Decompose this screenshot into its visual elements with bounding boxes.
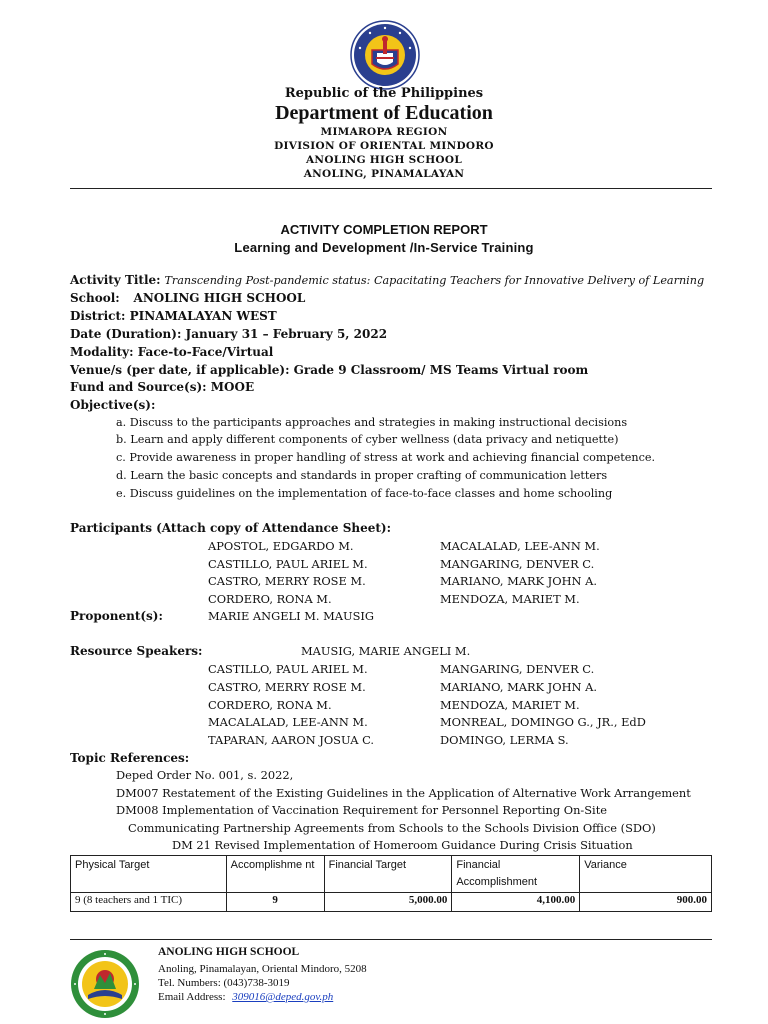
participant-name: MACALALAD, LEE-ANN M.	[440, 539, 600, 553]
speaker-name: CORDERO, RONA M.	[208, 698, 332, 712]
participant-name: MANGARING, DENVER C.	[440, 557, 595, 571]
reference-item: DM007 Restatement of the Existing Guidelines in the Application of Alternative Work Arrangement	[116, 786, 691, 800]
report-subtitle: Learning and Development /In-Service Training	[234, 240, 534, 255]
header-region: MIMAROPA REGION	[320, 126, 448, 138]
proponent-label: Proponent(s):	[70, 609, 163, 623]
table-header: Accomplishme nt	[226, 856, 324, 893]
table-header: Financial Accomplishment	[452, 856, 580, 893]
district-row: District: PINAMALAYAN WEST	[70, 309, 277, 323]
deped-seal-icon	[350, 20, 420, 90]
participant-name: APOSTOL, EDGARDO M.	[208, 539, 354, 553]
activity-title-row	[70, 273, 704, 287]
date-row: Date (Duration): January 31 – February 5, 2022	[70, 327, 388, 341]
speaker-name: TAPARAN, AARON JOSUA C.	[208, 733, 375, 747]
footer-school-name: ANOLING HIGH SCHOOL	[158, 946, 300, 958]
table-cell: 900.00	[580, 893, 712, 912]
footer-email-row	[158, 991, 333, 1003]
footer-address: Anoling, Pinamalayan, Oriental Mindoro, 5208	[158, 963, 367, 975]
objective-item: e. Discuss guidelines on the implementation of face-to-face classes and home schooling	[116, 487, 613, 500]
reference-item: DM 21 Revised Implementation of Homeroom Guidance During Crisis Situation	[172, 838, 633, 852]
table-cell: 9	[226, 893, 324, 912]
participant-name: MENDOZA, MARIET M.	[440, 592, 580, 606]
fund-row: Fund and Source(s): MOOE	[70, 380, 255, 394]
speakers-label: Resource Speakers:	[70, 644, 203, 658]
reference-item: Communicating Partnership Agreements from Schools to the Schools Division Office (SDO)	[128, 821, 656, 835]
speaker-name: MAUSIG, MARIE ANGELI M.	[301, 644, 471, 658]
objective-item: d. Learn the basic concepts and standards in proper crafting of communication letters	[116, 469, 608, 482]
table-row	[71, 893, 712, 912]
venue-row: Venue/s (per date, if applicable): Grade 9 Classroom/ MS Teams Virtual room	[70, 363, 589, 377]
table-header: Physical Target	[71, 856, 227, 893]
table-header-row	[71, 856, 712, 893]
objective-item: a. Discuss to the participants approaches and strategies in making instructional decisions	[116, 416, 628, 429]
school-label: School:	[70, 291, 120, 305]
activity-title-label: Activity Title:	[70, 273, 161, 287]
footer-email-link[interactable]: 309016@deped.gov.ph	[232, 991, 334, 1003]
modality-row: Modality: Face-to-Face/Virtual	[70, 345, 274, 359]
report-title: ACTIVITY COMPLETION REPORT	[280, 222, 488, 237]
footer-email-label: Email Address:	[158, 991, 226, 1003]
footer-divider	[70, 939, 712, 940]
reference-item: Deped Order No. 001, s. 2022,	[116, 768, 294, 782]
school-value: ANOLING HIGH SCHOOL	[133, 291, 306, 305]
participant-name: CORDERO, RONA M.	[208, 592, 332, 606]
header-school: ANOLING HIGH SCHOOL	[305, 154, 463, 166]
participant-name: CASTRO, MERRY ROSE M.	[208, 574, 366, 588]
speaker-name: DOMINGO, LERMA S.	[440, 733, 569, 747]
header-address: ANOLING, PINAMALAYAN	[303, 168, 465, 180]
proponent-name: MARIE ANGELI M. MAUSIG	[208, 609, 374, 623]
header-divider	[70, 188, 712, 189]
speaker-name: MANGARING, DENVER C.	[440, 662, 595, 676]
participant-name: MARIANO, MARK JOHN A.	[440, 574, 597, 588]
table-header: Variance	[580, 856, 712, 893]
speaker-name: CASTILLO, PAUL ARIEL M.	[208, 662, 368, 676]
speaker-name: MONREAL, DOMINGO G., JR., EdD	[440, 715, 646, 729]
objectives-label: Objective(s):	[70, 398, 156, 412]
table-cell: 5,000.00	[324, 893, 452, 912]
objective-item: c. Provide awareness in proper handling of stress at work and achieving financial competence.	[116, 451, 656, 464]
header-division: DIVISION OF ORIENTAL MINDORO	[274, 140, 494, 152]
table-cell: 9 (8 teachers and 1 TIC)	[71, 893, 227, 912]
header-republic: Republic of the Philippines	[284, 86, 484, 101]
targets-table	[70, 855, 712, 912]
participants-label: Participants (Attach copy of Attendance Sheet):	[70, 521, 392, 535]
references-label: Topic References:	[70, 751, 190, 765]
participant-name: CASTILLO, PAUL ARIEL M.	[208, 557, 368, 571]
school-logo-icon	[70, 949, 140, 1019]
header-department: Department of Education	[275, 102, 493, 124]
speaker-name: MACALALAD, LEE-ANN M.	[208, 715, 368, 729]
reference-item: DM008 Implementation of Vaccination Requirement for Personnel Reporting On-Site	[116, 803, 608, 817]
school-row	[70, 291, 305, 305]
objective-item: b. Learn and apply different components of cyber wellness (data privacy and netiquette)	[116, 433, 619, 446]
speaker-name: MENDOZA, MARIET M.	[440, 698, 580, 712]
footer-tel: Tel. Numbers: (043)738-3019	[158, 977, 290, 989]
speaker-name: MARIANO, MARK JOHN A.	[440, 680, 597, 694]
speaker-name: CASTRO, MERRY ROSE M.	[208, 680, 366, 694]
table-header: Financial Target	[324, 856, 452, 893]
activity-title-value: Transcending Post-pandemic status: Capacitating Teachers for Innovative Delivery of Learning	[164, 274, 705, 287]
table-cell: 4,100.00	[452, 893, 580, 912]
